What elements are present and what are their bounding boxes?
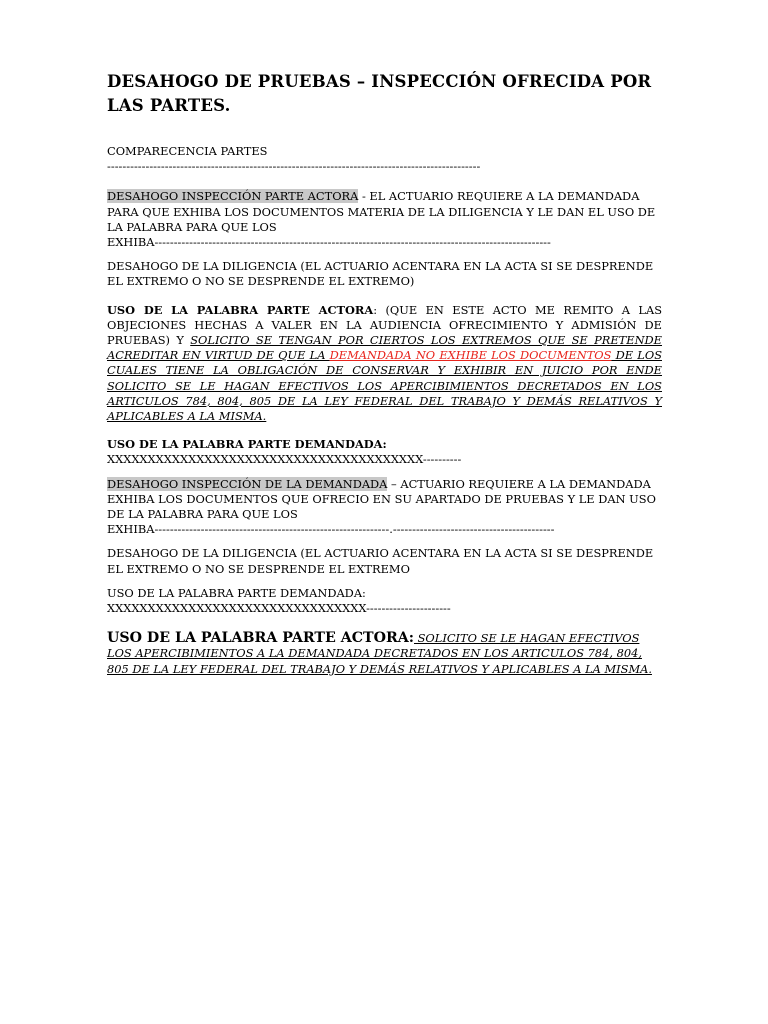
uso-actora-text-1: : (QUE EN ESTE ACTO ME REMITO A LAS OBJECIONES HECHAS A VALER EN LA AUDIENCIA OFRECIMIENTO Y ADMISIÓN DE PRUEBAS) Y [107, 302, 662, 348]
demandada-inspeccion-text: – ACTUARIO REQUIERE A LA DEMANDADA EXHIBA LOS DOCUMENTOS QUE OFRECIO EN SU APARTADO DE PRUEBAS Y LE DAN USO DE LA PALABRA PARA QUE LOS [107, 476, 656, 522]
uso-actora-paragraph-2 [107, 631, 662, 677]
comparecencia-label: COMPARECENCIA PARTES [107, 144, 268, 158]
document-body [107, 70, 662, 677]
demandada-inspeccion-highlight: DESAHOGO INSPECCIÓN DE LA DEMANDADA [107, 476, 388, 491]
demandada-exhiba-line: EXHIBA-------------------------------------------------------------.------------------------------------------ [107, 522, 555, 537]
comparecencia-dashes: ------------------------------------------------------------------------------------------------- [107, 159, 481, 174]
uso-actora-italic-1: SOLICITO SE TENGAN POR CIERTOS LOS EXTREMOS QUE SE PRETENDE ACREDITAR EN VIRTUD DE QUE LA [107, 333, 662, 363]
demandada-inspeccion-paragraph [107, 477, 662, 523]
actora-inspeccion-text: - EL ACTUARIO REQUIERE A LA DEMANDADA PARA QUE EXHIBA LOS DOCUMENTOS MATERIA DE LA DILIGENCIA Y LE DAN EL USO DE LA PALABRA PARA QUE LOS [107, 189, 656, 234]
document-title: DESAHOGO DE PRUEBAS – INSPECCIÓN OFRECIDA POR LAS PARTES. [107, 72, 652, 115]
actora-inspeccion-highlight: DESAHOGO INSPECCIÓN PARTE ACTORA [107, 189, 359, 204]
uso-demandada-label-1: USO DE LA PALABRA PARTE DEMANDADA: [107, 437, 387, 452]
uso-actora-paragraph-1 [107, 303, 662, 425]
uso-demandada-label-2: USO DE LA PALABRA PARTE DEMANDADA: [107, 585, 366, 600]
uso-actora-italic-2: DE LOS CUALES TIENE LA OBLIGACIÓN DE CONSERVAR Y EXHIBIR EN JUICIO POR ENDE SOLICITO SE LE HAGAN EFECTIVOS LOS APERCIBIMIENTOS DECRETADOS EN LOS ARTICULOS 784, 804, 805 DE LA LEY FEDERAL DEL TRABAJO Y DEMÁS RELATIVOS Y APLICABLES A LA MISMA. [107, 348, 662, 424]
actora-inspeccion-paragraph [107, 189, 662, 235]
uso-actora-label-1: USO DE LA PALABRA PARTE ACTORA [107, 302, 374, 317]
uso-demandada-xs-2: XXXXXXXXXXXXXXXXXXXXXXXXXXXXXXXX---------------------- [107, 601, 451, 616]
diligencia-paragraph-2: DESAHOGO DE LA DILIGENCIA (EL ACTUARIO ACENTARA EN LA ACTA SI SE DESPRENDE EL EXTREMO O NO SE DESPRENDE EL EXTREMO [107, 546, 654, 576]
uso-actora-label-2: USO DE LA PALABRA PARTE ACTORA: [107, 630, 414, 647]
uso-actora-italic-final: SOLICITO SE LE HAGAN EFECTIVOS LOS APERCIBIMIENTOS A LA DEMANDADA DECRETADOS EN LOS ARTICULOS 784, 804, 805 DE LA LEY FEDERAL DEL TRABAJO Y DEMÁS RELATIVOS Y APLICABLES A LA MISMA. [107, 631, 652, 676]
actora-exhiba-line: EXHIBA------------------------------------------------------------------------------------------------------- [107, 235, 551, 250]
uso-actora-red-text: DEMANDADA NO EXHIBE LOS DOCUMENTOS [329, 348, 612, 363]
uso-demandada-xs-1: XXXXXXXXXXXXXXXXXXXXXXXXXXXXXXXXXXXXXXX---------- [107, 452, 462, 467]
diligencia-paragraph-1: DESAHOGO DE LA DILIGENCIA (EL ACTUARIO ACENTARA EN LA ACTA SI SE DESPRENDE EL EXTREMO O NO SE DESPRENDE EL EXTREMO) [107, 259, 654, 289]
